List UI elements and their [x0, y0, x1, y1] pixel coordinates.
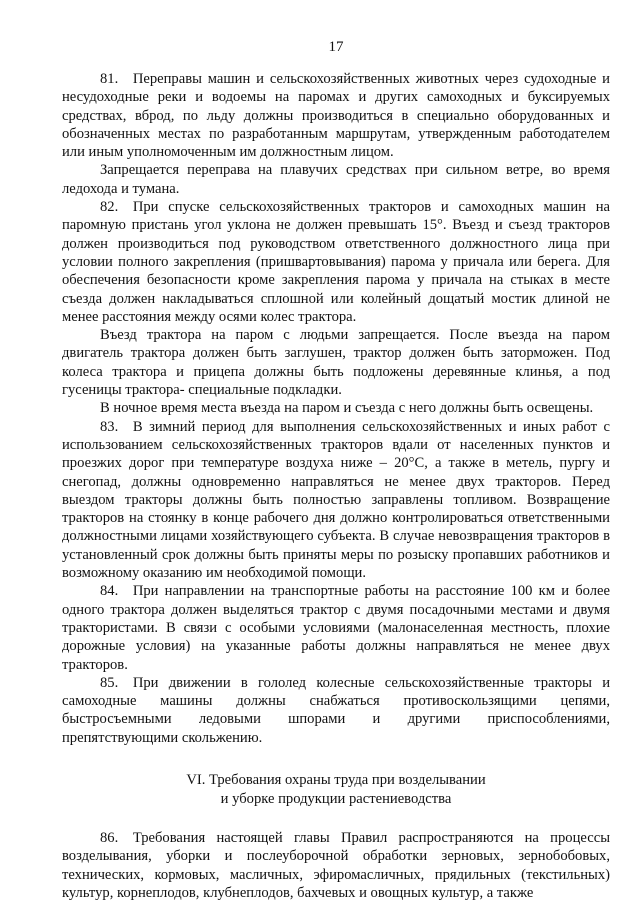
- section-heading: [62, 771, 610, 809]
- paragraph-81-ferry-ban: Запрещается переправа на плавучих средствах при сильном ветре, во время ледохода и тумана.: [62, 162, 610, 197]
- paragraph-84: 84. При направлении на транспортные работы на расстояние 100 км и более одного трактора должен выделяться трактор с двумя посадочными местами и двумя трактористами. В связи с особыми условиями (малонаселенная местность, плохие дорожные условия) на указанные работы должны направляться не менее двух тракторов.: [62, 583, 610, 673]
- paragraph-83: 83. В зимний период для выполнения сельскохозяйственных и иных работ с использованием сельскохозяйственных тракторов вдали от населенных пунктов и проезжих дорог при температуре воздуха ниже – 20°С, а также в метель, пургу и снегопад, должны одновременно направляться не менее двух тракторов. Перед выездом тракторы должны быть полностью заправлены топливом. Возвращение тракторов на стоянку в конце рабочего дня должно контролироваться ответственными должностными лицами хозяйствующего субъекта. В случае невозвращения тракторов в установленный срок должны быть приняты меры по розыску пропавших работников и возможному оказанию им необходимой помощи.: [62, 418, 610, 582]
- page-number: 17: [328, 39, 344, 55]
- paragraph-85: 85. При движении в гололед колесные сельскохозяйственные тракторы и самоходные машины должны снабжаться противоскользящими цепями, быстросъемными ледовыми шпорами и другими приспособлениями, препятствующими скольжению.: [62, 674, 610, 746]
- paragraph-82: 82. При спуске сельскохозяйственных тракторов и самоходных машин на паромную пристань угол уклона не должен превышать 15°. Въезд и съезд тракторов должен производиться под руководством ответственного должностного лица при условии полного закрепления (пришвартовывания) парома у причала или берега. Для обеспечения безопасности кроме закрепления парома у причала на стыках в месте съезда должен накладываться сплошной или колейный дощатый мостик длиной не менее расстояния между осями колес трактора.: [62, 199, 610, 325]
- paragraph-82-night-lighting: В ночное время места въезда на паром и съезда с него должны быть освещены.: [100, 400, 594, 417]
- section-heading-line-1: VI. Требования охраны труда при возделывании: [186, 771, 486, 788]
- paragraph-81: 81. Переправы машин и сельскохозяйственных животных через судоходные и несудоходные реки и водоемы на паромах и других самоходных и буксируемых средствах, вброд, по льду должны производиться в специально оборудованных и обозначенных местах по разработанным маршрутам, утвержденным работодателем или иным уполномоченным им должностным лицом.: [62, 71, 610, 161]
- paragraph-82-tractor-entry: Въезд трактора на паром с людьми запрещается. После въезда на паром двигатель трактора должен быть заглушен, трактор должен быть заторможен. Под колеса трактора и прицепа должны быть подложены деревянные клинья, а под гусеницы трактора- специальные подкладки.: [62, 327, 610, 399]
- paragraph-86: 86. Требования настоящей главы Правил распространяются на процессы возделывания, уборки и послеуборочной обработки зерновых, зернобобовых, технических, кормовых, масличных, эфиромасличных, прядильных (текстильных) культур, корнеплодов, клубнеплодов, бахчевых и овощных культур, а также: [62, 829, 610, 901]
- document-page: [62, 38, 610, 902]
- section-heading-line-2: и уборке продукции растениеводства: [220, 790, 452, 807]
